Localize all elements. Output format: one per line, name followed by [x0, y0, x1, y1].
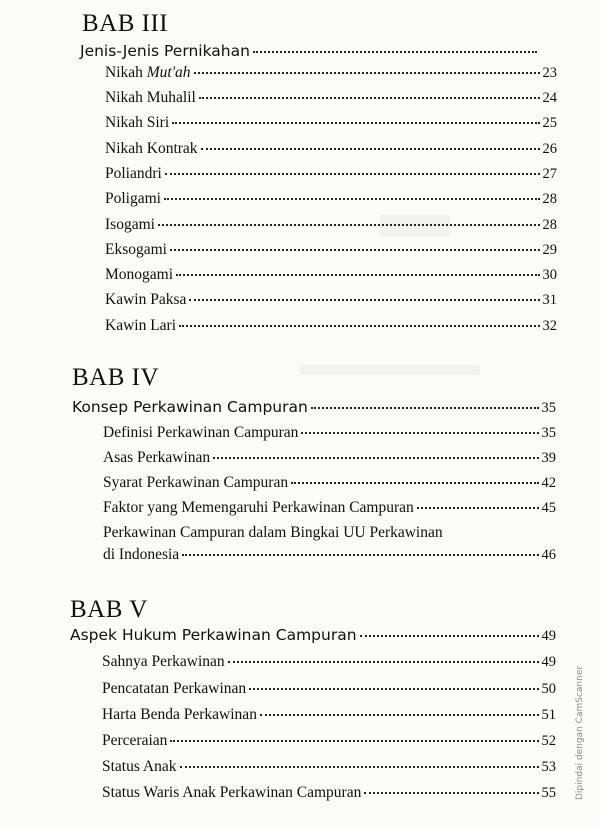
toc-entry-nikah-muhalil[interactable]: [105, 89, 557, 107]
dot-leader: [164, 198, 540, 200]
toc-entry-status-waris-anak[interactable]: [102, 784, 556, 802]
toc-entry-harta-benda-perkawinan[interactable]: [102, 706, 556, 724]
toc-entry-page: 50: [541, 681, 556, 697]
toc-entry-label: Perceraian: [102, 732, 168, 749]
chapter-title-page: 35: [541, 400, 556, 416]
dot-leader: [199, 97, 540, 99]
dot-leader: [213, 457, 538, 459]
dot-leader: [170, 249, 540, 251]
toc-entry-asas-perkawinan[interactable]: [103, 449, 556, 467]
toc-entry-label: Nikah Muhalil: [105, 89, 196, 106]
dot-leader: [194, 72, 540, 74]
toc-entry-poligami[interactable]: [105, 190, 557, 208]
toc-entry-label: Faktor yang Memengaruhi Perkawinan Campuran: [103, 499, 414, 516]
toc-entry-kawin-paksa[interactable]: [105, 291, 557, 309]
chapter-title-label: Jenis-Jenis Pernikahan: [80, 42, 250, 60]
toc-entry-label-line-2: di Indonesia: [103, 546, 180, 563]
toc-entry-page: 35: [541, 425, 556, 441]
dot-leader: [291, 482, 538, 484]
scanner-watermark: Dipindai dengan CamScanner: [575, 665, 585, 800]
dot-leader: [165, 173, 540, 175]
toc-entry-perceraian[interactable]: [102, 732, 556, 750]
toc-entry-nikah-kontrak[interactable]: [105, 140, 557, 158]
toc-entry-page: 29: [542, 242, 557, 258]
toc-entry-bingkai-uu-perkawinan[interactable]: [103, 524, 556, 564]
dot-leader: [172, 122, 539, 124]
toc-entry-label: Kawin Lari: [105, 317, 177, 334]
chapter-heading-bab-3: BAB III: [82, 10, 169, 37]
chapter-title-label: Konsep Perkawinan Campuran: [72, 398, 308, 416]
dot-leader: [228, 661, 539, 663]
chapter-title-bab-4[interactable]: [72, 398, 556, 417]
toc-entry-page: 55: [541, 785, 556, 801]
toc-entry-page: 39: [541, 450, 556, 466]
toc-entry-page: 30: [542, 267, 557, 283]
toc-entry-isogami[interactable]: [105, 216, 557, 234]
toc-entry-label: Nikah Mut'ah: [105, 64, 191, 81]
toc-entry-label: Nikah Siri: [105, 114, 170, 131]
toc-entry-page: 27: [542, 166, 557, 182]
toc-entry-poliandri[interactable]: [105, 165, 557, 183]
toc-entry-page: 32: [542, 318, 557, 334]
dot-leader: [201, 148, 540, 150]
chapter-title-bab-5[interactable]: [70, 626, 556, 645]
toc-entry-kawin-lari[interactable]: [105, 317, 557, 335]
dot-leader: [253, 51, 537, 53]
dot-leader: [249, 688, 538, 690]
toc-entry-label-line-1: Perkawinan Campuran dalam Bingkai UU Perkawinan: [103, 524, 443, 541]
dot-leader: [189, 299, 539, 301]
toc-entry-label: Syarat Perkawinan Campuran: [103, 474, 289, 491]
chapter-heading-bab-5: BAB V: [70, 596, 148, 623]
toc-entry-page: 26: [542, 141, 557, 157]
toc-entry-label: Nikah Kontrak: [105, 140, 198, 157]
toc-entry-page: 45: [541, 500, 556, 516]
toc-entry-definisi-perkawinan-campuran[interactable]: [103, 424, 556, 442]
toc-entry-eksogami[interactable]: [105, 241, 557, 259]
toc-entry-label: Pencatatan Perkawinan: [102, 680, 247, 697]
toc-entry-page: 52: [541, 733, 556, 749]
dot-leader: [417, 507, 539, 509]
toc-entry-syarat-perkawinan-campuran[interactable]: [103, 474, 556, 492]
dot-leader: [179, 325, 539, 327]
toc-entry-label: Definisi Perkawinan Campuran: [103, 424, 299, 441]
toc-entry-label: Eksogami: [105, 241, 167, 258]
bleed-through-mark: [300, 365, 480, 375]
toc-entry-sahnya-perkawinan[interactable]: [102, 653, 556, 671]
dot-leader: [158, 224, 540, 226]
toc-entry-label: Status Anak: [102, 758, 177, 775]
toc-entry-monogami[interactable]: [105, 266, 557, 284]
chapter-heading-bab-4: BAB IV: [72, 364, 160, 391]
toc-entry-nikah-siri[interactable]: [105, 114, 557, 132]
toc-entry-pencatatan-perkawinan[interactable]: [102, 680, 556, 698]
toc-entry-page: 25: [542, 115, 557, 131]
toc-entry-page: 49: [541, 654, 556, 670]
dot-leader: [170, 740, 538, 742]
dot-leader: [301, 432, 538, 434]
toc-entry-label: Status Waris Anak Perkawinan Campuran: [102, 784, 362, 801]
chapter-title-label: Aspek Hukum Perkawinan Campuran: [70, 626, 357, 644]
toc-entry-label: Poliandri: [105, 165, 162, 182]
toc-entry-label: Harta Benda Perkawinan: [102, 706, 257, 723]
chapter-title-bab-3[interactable]: [80, 42, 540, 60]
toc-entry-page: 51: [541, 707, 556, 723]
toc-entry-page: 53: [541, 759, 556, 775]
dot-leader: [364, 792, 538, 794]
dot-leader: [360, 635, 539, 637]
toc-entry-page: 23: [542, 65, 557, 81]
toc-entry-label: Poligami: [105, 190, 161, 207]
toc-entry-label: Sahnya Perkawinan: [102, 653, 225, 670]
dot-leader: [176, 274, 539, 276]
toc-entry-status-anak[interactable]: [102, 758, 556, 776]
toc-entry-label: Monogami: [105, 266, 174, 283]
toc-entry-page: 28: [542, 217, 557, 233]
toc-entry-label: Asas Perkawinan: [103, 449, 211, 466]
toc-entry-faktor-yang-memengaruhi[interactable]: [103, 499, 556, 517]
toc-entry-label: Isogami: [105, 216, 155, 233]
toc-entry-page: 24: [542, 90, 557, 106]
chapter-title-page: 49: [541, 628, 556, 644]
toc-entry-page: 46: [541, 547, 556, 563]
toc-entry-page: 28: [542, 191, 557, 207]
toc-entry-nikah-mutah[interactable]: [105, 64, 557, 82]
toc-entry-label: Kawin Paksa: [105, 291, 187, 308]
toc-entry-page: 42: [541, 475, 556, 491]
dot-leader: [180, 766, 539, 768]
dot-leader: [260, 714, 539, 716]
dot-leader: [182, 554, 538, 556]
dot-leader: [311, 407, 539, 409]
toc-entry-page: 31: [542, 292, 557, 308]
